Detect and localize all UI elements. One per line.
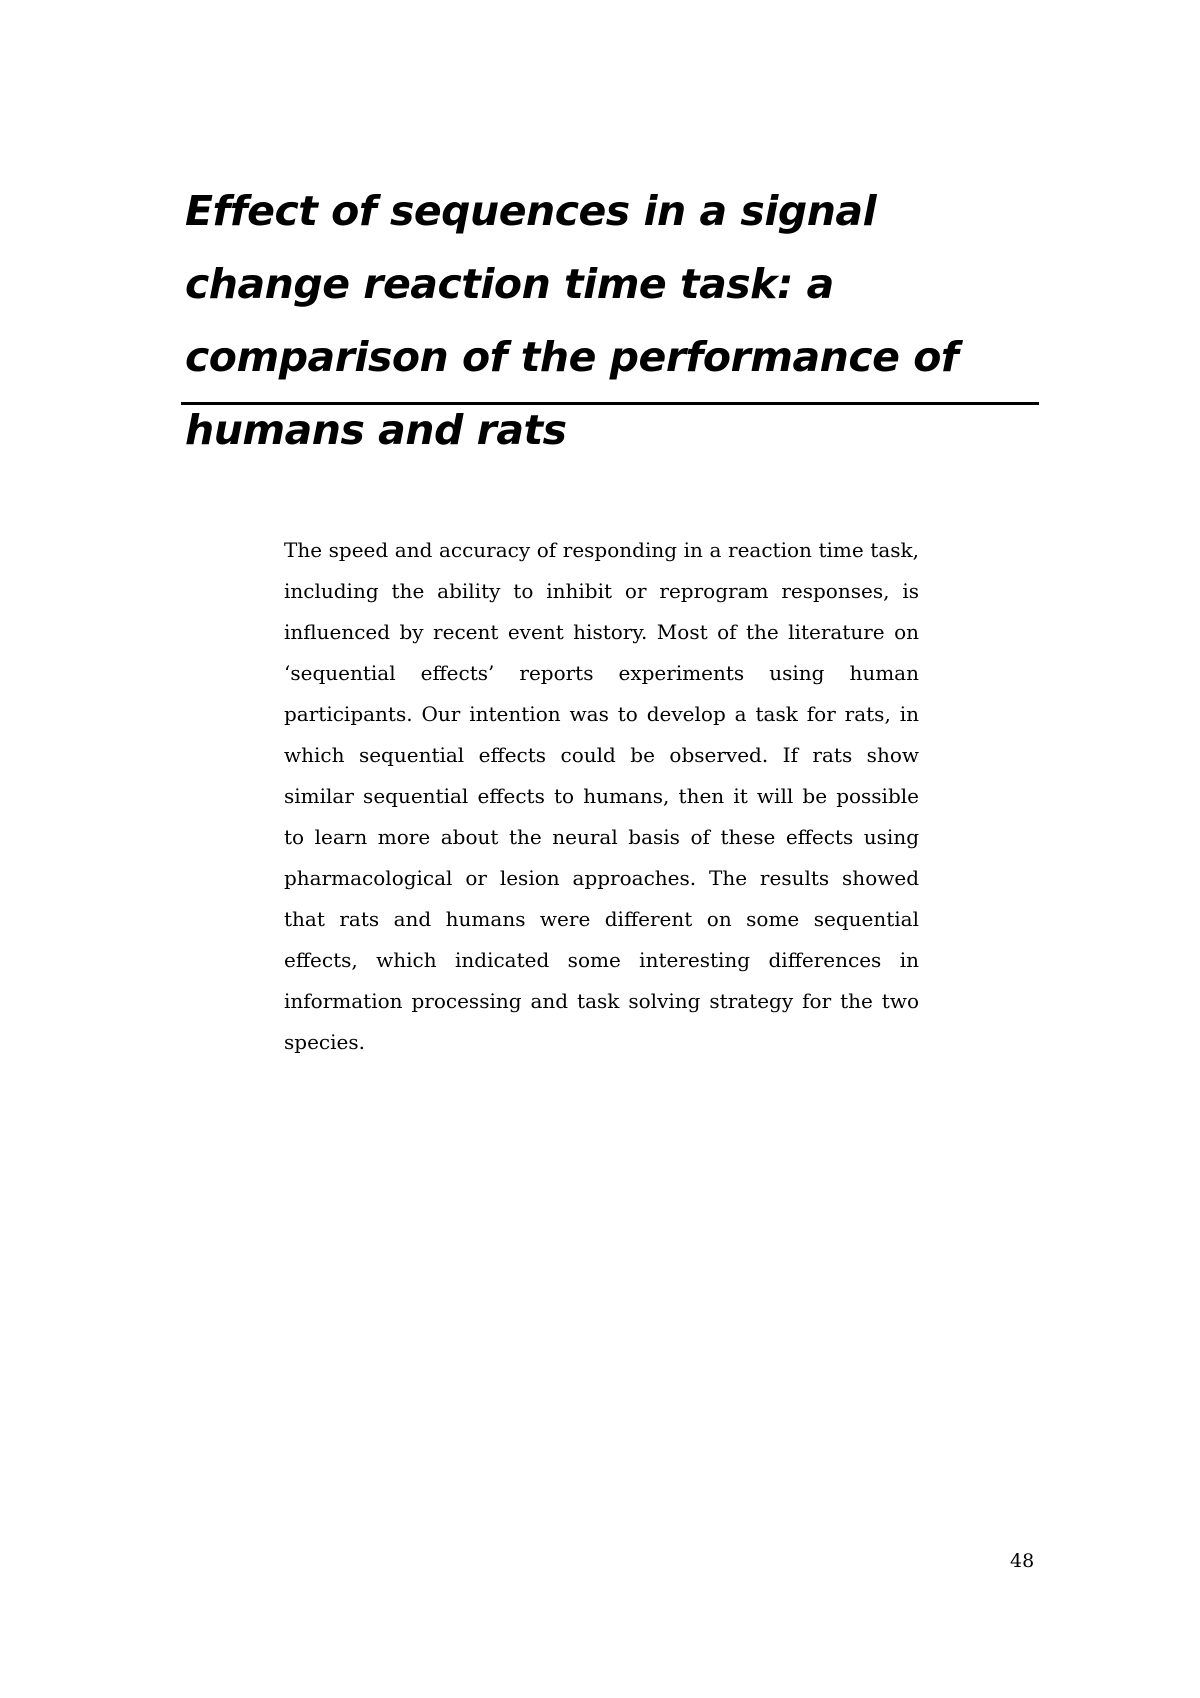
chapter-title: Effect of sequences in a signal change reaction time task: a comparison of the performance of humans and rats [185,187,959,454]
title-block [185,175,1040,467]
page-number: 48 [1010,1550,1035,1572]
abstract-paragraph: The speed and accuracy of responding in a reaction time task, including the ability to inhibit or reprogram responses, is influenced by recent event history. Most of the literature on ‘sequential effects’ reports experiments using human participants. Our intention was to develop a task for rats, in which sequential effects could be observed. If rats show similar sequential effects to humans, then it will be possible to learn more about the neural basis of these effects using pharmacological or lesion approaches. The results showed that rats and humans were different on some sequential effects, which indicated some interesting differences in information processing and task solving strategy for the two species. [284,538,919,1054]
title-divider [181,402,1039,405]
